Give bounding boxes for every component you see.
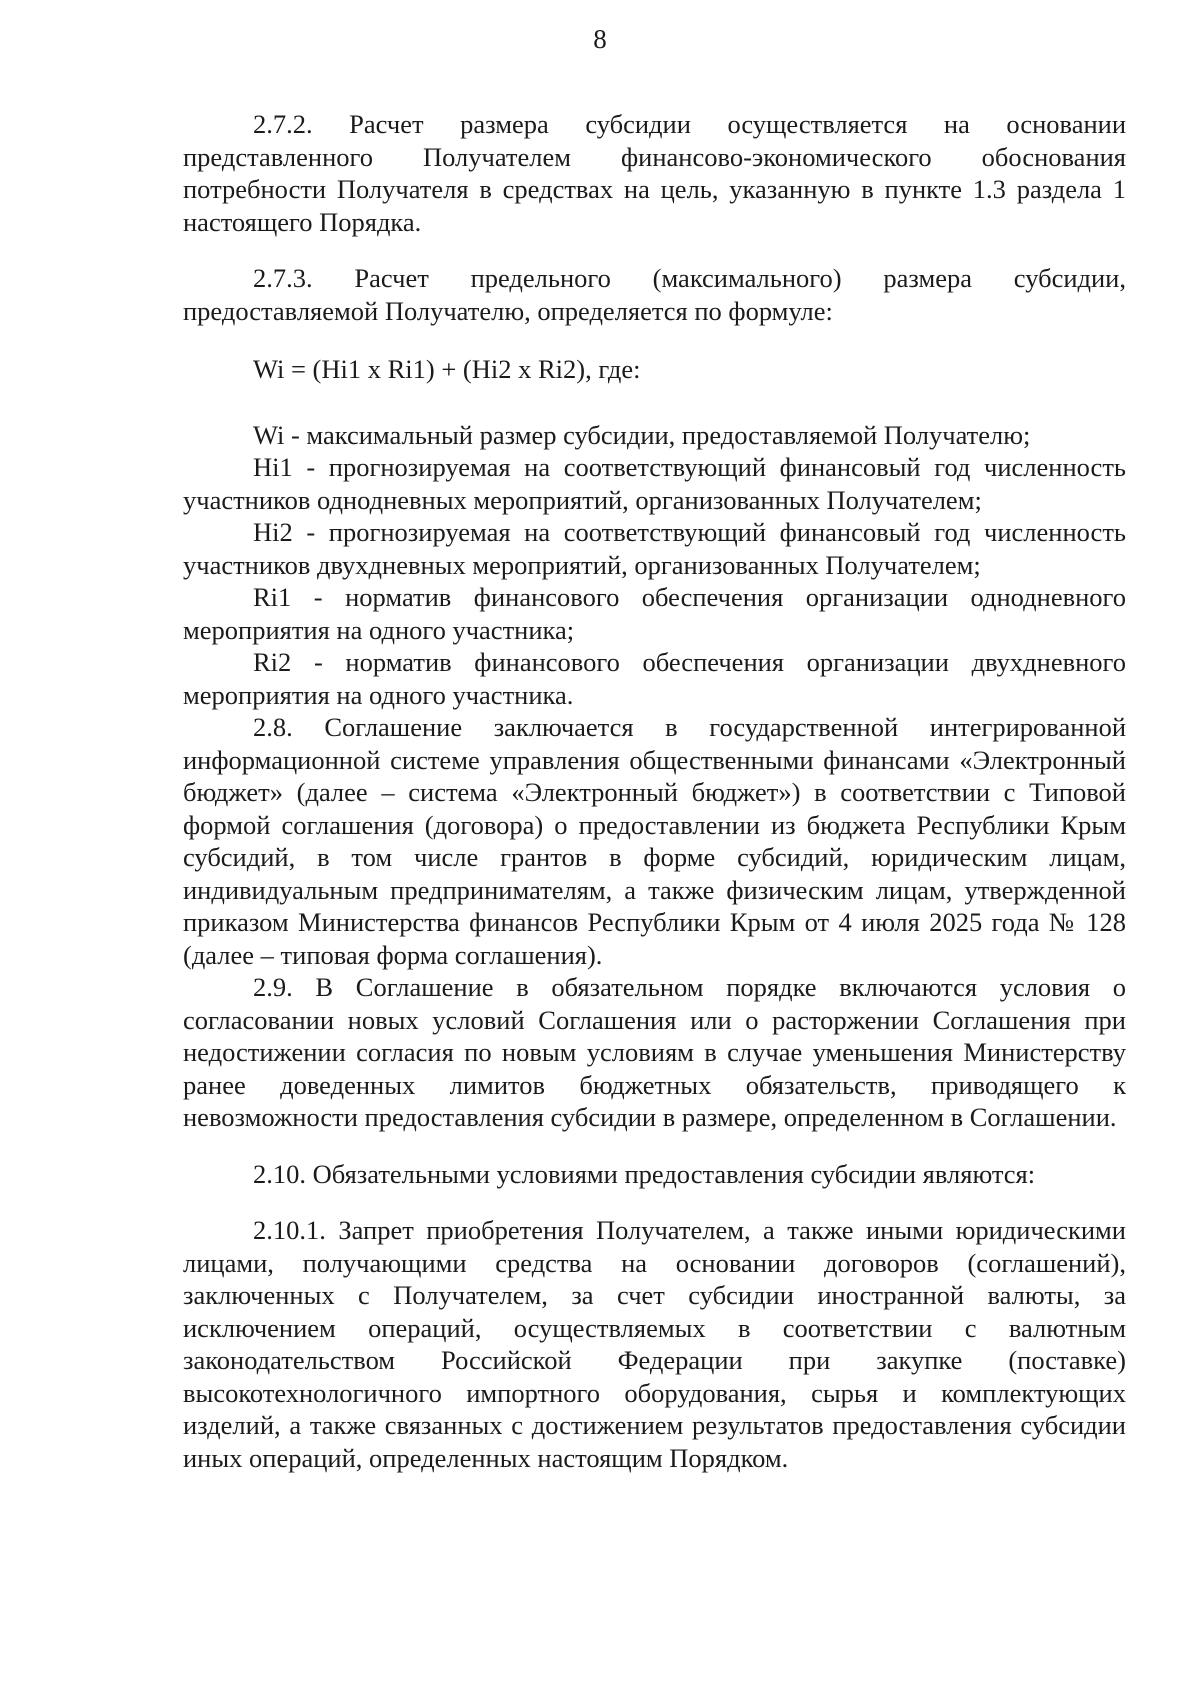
- paragraph-2-9: 2.9. В Соглашение в обязательном порядке включаются условия о согласовании новых условий Соглашения или о расторжении Соглашения при недостижении согласия по новым условиям в случае уменьшения Министерству ранее доведенных лимитов бюджетных обязательств, приводящего к невозможности предоставления субсидии в размере, определенном в Соглашении.: [183, 972, 1126, 1132]
- paragraph-2-10: 2.10. Обязательными условиями предоставления субсидии являются:: [253, 1158, 1036, 1189]
- definition-wi: Wi - максимальный размер субсидии, предоставляемой Получателю;: [253, 419, 1031, 450]
- paragraph-2-7-2: 2.7.2. Расчет размера субсидии осуществляется на основании представленного Получателем финансово-экономического обоснования потребности Получателя в средствах на цель, указанную в пункте 1.3 раздела 1 настоящего Порядка.: [183, 109, 1126, 237]
- formula: Wi = (Hi1 x Ri1) + (Hi2 x Ri2), где:: [253, 354, 641, 384]
- paragraph-2-7-3: 2.7.3. Расчет предельного (максимального) размера субсидии, предоставляемой Получателю, определяется по формуле:: [183, 263, 1126, 326]
- definition-ri1: Ri1 - норматив финансового обеспечения организации однодневного мероприятия на одного участника;: [183, 582, 1126, 645]
- paragraph-2-10-1: 2.10.1. Запрет приобретения Получателем, а также иными юридическими лицами, получающими средства на основании договоров (соглашений), заключенных с Получателем, за счет субсидии иностранной валюты, за исключением операций, осуществляемых в соответствии с валютным законодательством Российской Федерации при закупке (поставке) высокотехнологичного импортного оборудования, сырья и комплектующих изделий, а также связанных с достижением результатов предоставления субсидии иных операций, определенных настоящим Порядком.: [183, 1215, 1126, 1473]
- document-body: [183, 108, 1126, 1474]
- paragraph-2-8: 2.8. Соглашение заключается в государственной интегрированной информационной системе управления общественными финансами «Электронный бюджет» (далее – система «Электронный бюджет») в соответствии с Типовой формой соглашения (договора) о предоставлении из бюджета Республики Крым субсидий, в том числе грантов в форме субсидий, юридическим лицам, индивидуальным предпринимателям, а также физическим лицам, утвержденной приказом Министерства финансов Республики Крым от 4 июля 2025 года № 128 (далее – типовая форма соглашения).: [183, 712, 1126, 970]
- definition-hi2: Hi2 - прогнозируемая на соответствующий финансовый год численность участников двухдневных мероприятий, организованных Получателем;: [183, 517, 1126, 580]
- definition-hi1: Hi1 - прогнозируемая на соответствующий финансовый год численность участников однодневных мероприятий, организованных Получателем;: [183, 452, 1126, 515]
- definition-ri2: Ri2 - норматив финансового обеспечения организации двухдневного мероприятия на одного участника.: [183, 647, 1126, 710]
- page-number: 8: [593, 24, 607, 54]
